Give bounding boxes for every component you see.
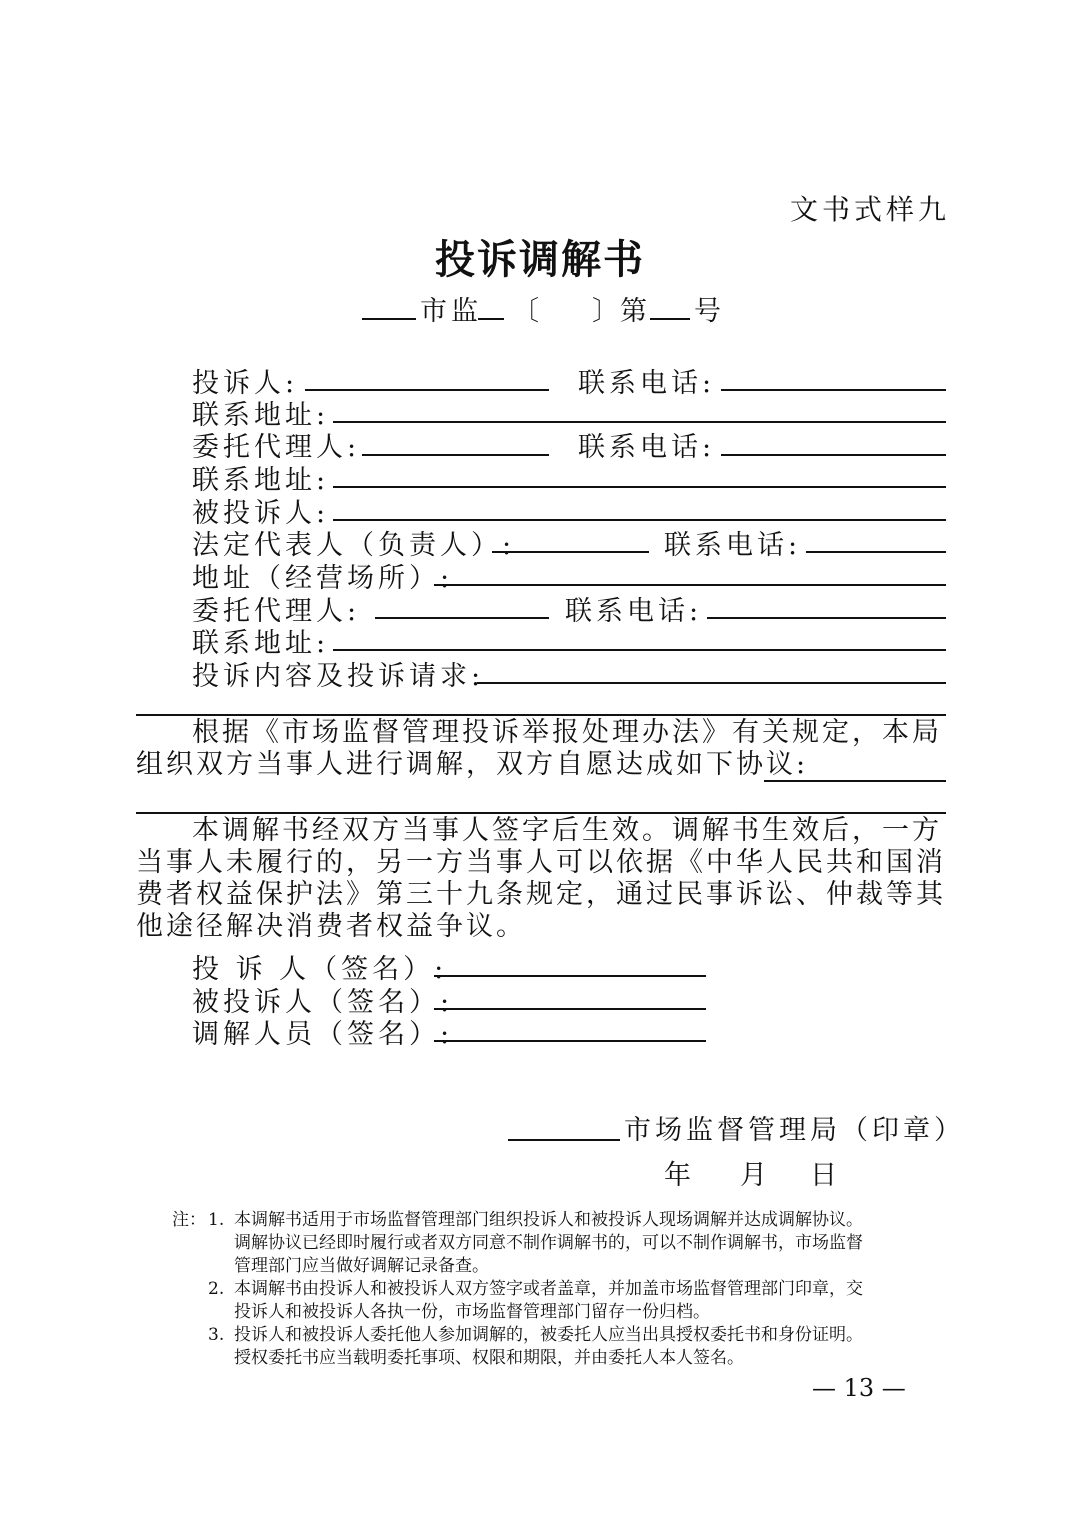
complainant-address-label: 联系地址: bbox=[192, 400, 330, 431]
complainant-agent-label: 委托代理人: bbox=[192, 432, 361, 463]
complainant-agent-address-field[interactable] bbox=[333, 486, 946, 488]
note-number: 2. bbox=[208, 1279, 225, 1299]
bureau-name-field[interactable] bbox=[508, 1139, 620, 1141]
template-label: 文书式样九 bbox=[790, 193, 951, 226]
legal-rep-phone-field[interactable] bbox=[806, 551, 946, 553]
doc-number-di: 第 bbox=[620, 296, 651, 327]
complainant-field[interactable] bbox=[305, 389, 549, 391]
note-line: 本调解书由投诉人和被投诉人双方签字或者盖章，并加盖市场监督管理部门印章，交 bbox=[234, 1279, 863, 1299]
agreement-paragraph: 根据《市场监督管理投诉举报处理办法》有关规定，本局组织双方当事人进行调解，双方自愿达成如下协议: bbox=[136, 717, 942, 780]
date-day: 日 bbox=[810, 1160, 841, 1191]
date-year: 年 bbox=[664, 1160, 695, 1191]
respondent-agent-phone-field[interactable] bbox=[707, 617, 946, 619]
seal-text: 市场监督管理局（印章） bbox=[624, 1115, 965, 1146]
respondent-signature-label: 被投诉人（签名）: bbox=[192, 987, 454, 1018]
complainant-phone-label: 联系电话: bbox=[578, 368, 716, 399]
doc-number-city: 市监 bbox=[420, 296, 482, 327]
page-number: — 13 — bbox=[812, 1374, 906, 1402]
note-line: 调解协议已经即时履行或者双方同意不制作调解书的，可以不制作调解书，市场监督 bbox=[234, 1233, 863, 1253]
respondent-signature-field[interactable] bbox=[434, 1008, 706, 1010]
complainant-label: 投诉人: bbox=[192, 368, 299, 399]
note-line: 本调解书适用于市场监督管理部门组织投诉人和被投诉人现场调解并达成调解协议。 bbox=[234, 1210, 863, 1230]
respondent-agent-address-field[interactable] bbox=[333, 649, 946, 651]
respondent-agent-address-label: 联系地址: bbox=[192, 628, 330, 659]
complaint-content-label: 投诉内容及投诉请求: bbox=[192, 661, 485, 692]
legal-rep-field[interactable] bbox=[492, 551, 649, 553]
respondent-agent-label: 委托代理人: bbox=[192, 596, 361, 627]
validity-paragraph: 本调解书经双方当事人签字后生效。调解书生效后，一方当事人未履行的，另一方当事人可以依据《中华人民共和国消费者权益保护法》第三十九条规定，通过民事诉讼、仲裁等其他途径解决消费者权益争议。 bbox=[136, 815, 946, 942]
respondent-agent-field[interactable] bbox=[375, 617, 549, 619]
mediator-signature-field[interactable] bbox=[434, 1040, 706, 1042]
respondent-agent-phone-label: 联系电话: bbox=[565, 596, 703, 627]
respondent-label: 被投诉人: bbox=[192, 498, 330, 529]
note-line: 授权委托书应当载明委托事项、权限和期限，并由委托人本人签名。 bbox=[234, 1348, 744, 1368]
note-number: 1. bbox=[208, 1210, 225, 1230]
date-month: 月 bbox=[740, 1160, 771, 1191]
complainant-agent-phone-field[interactable] bbox=[721, 454, 946, 456]
complainant-agent-field[interactable] bbox=[362, 454, 549, 456]
page-title: 投诉调解书 bbox=[435, 236, 645, 283]
doc-number-hao: 号 bbox=[694, 296, 725, 327]
business-address-field[interactable] bbox=[434, 584, 946, 586]
complainant-signature-field[interactable] bbox=[434, 975, 706, 977]
complainant-agent-address-label: 联系地址: bbox=[192, 465, 330, 496]
complainant-agent-phone-label: 联系电话: bbox=[578, 432, 716, 463]
notes-prefix: 注： bbox=[172, 1210, 206, 1230]
legal-rep-label: 法定代表人（负责人）: bbox=[192, 530, 516, 561]
complainant-phone-field[interactable] bbox=[721, 389, 946, 391]
complainant-address-field[interactable] bbox=[333, 421, 946, 423]
doc-number-bracket-close: 〕 bbox=[592, 296, 623, 327]
note-line: 管理部门应当做好调解记录备查。 bbox=[234, 1256, 489, 1276]
legal-rep-phone-label: 联系电话: bbox=[664, 530, 802, 561]
complaint-content-field-line-2[interactable] bbox=[136, 714, 946, 716]
agreement-field-line-2[interactable] bbox=[136, 812, 946, 814]
agreement-field[interactable] bbox=[764, 780, 946, 782]
business-address-label: 地址（经营场所）: bbox=[192, 563, 454, 594]
respondent-field[interactable] bbox=[333, 519, 946, 521]
note-number: 3. bbox=[208, 1325, 225, 1345]
complaint-content-field[interactable] bbox=[477, 682, 946, 684]
complainant-signature-label: 投 诉 人（签名）: bbox=[192, 954, 448, 985]
doc-number-bracket-open: 〔 bbox=[512, 296, 543, 327]
note-line: 投诉人和被投诉人各执一份，市场监督管理部门留存一份归档。 bbox=[234, 1302, 710, 1322]
note-line: 投诉人和被投诉人委托他人参加调解的，被委托人应当出具授权委托书和身份证明。 bbox=[234, 1325, 863, 1345]
mediator-signature-label: 调解人员（签名）: bbox=[192, 1019, 454, 1050]
